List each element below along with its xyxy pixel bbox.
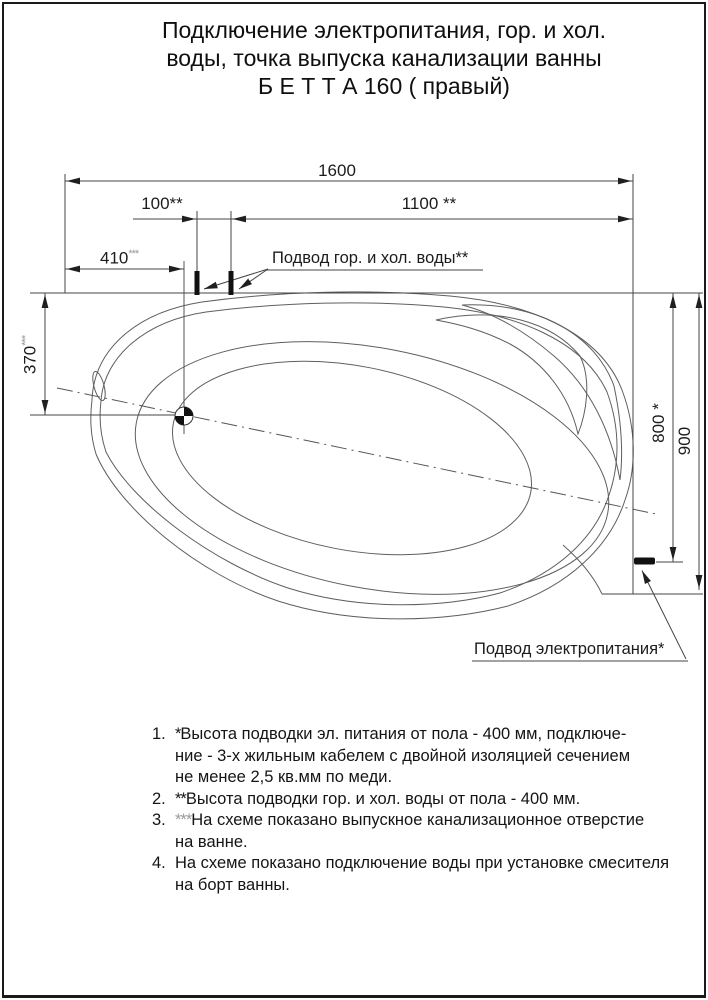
dimension-lines (45, 181, 699, 590)
note-3-marker: *** (175, 811, 192, 829)
note-2: 2. **Высота подводки гор. и хол. воды от пола - 400 мм. (152, 789, 581, 808)
dim-width-900: 900 (675, 426, 694, 456)
electric-supply-label: Подвод электропитания* (474, 640, 665, 658)
water-connection-bar-hot (195, 271, 200, 295)
bathtub-outer-rim (91, 292, 633, 619)
drain-symbol (175, 407, 193, 425)
dim-water-offset-100: 100** (141, 194, 183, 213)
connection-points (195, 271, 656, 565)
diagonal-centerline (57, 388, 656, 514)
bowl-bottom (156, 333, 548, 583)
title-line-3: Б Е Т Т А 160 ( правый) (258, 73, 510, 99)
bowl-upper-edge (114, 304, 631, 631)
centerlines (57, 261, 656, 514)
dim-drain-from-top-370: 370*** (20, 335, 40, 375)
dim-drain-from-left-410: 410*** (100, 248, 139, 268)
dim-water-to-edge-1100: 1100 ** (401, 194, 457, 213)
title-line-1: Подключение электропитания, гор. и хол. (161, 17, 607, 43)
seat-blade-inner (436, 315, 587, 434)
note-4: 4. На схеме показано подключение воды при установке смесителя на борт ванны. (152, 854, 670, 894)
bathtub-inner-rim (100, 303, 617, 605)
note-1-marker: * (175, 725, 181, 743)
dim-370-note-mark: *** (20, 335, 32, 346)
water-supply-label: Подвод гор. и хол. воды** (272, 249, 469, 267)
corner-tail (563, 545, 602, 594)
seat-blade-outer (462, 305, 622, 480)
note-1: 1. *Высота подводки эл. питания от пола - 400 мм, подключе- ние - 3-х жильным кабелем с двойной изоляцией сечением не менее 2,5 кв.мм по меди. (152, 725, 631, 786)
notes-list (152, 724, 677, 896)
bathtub-outline (90, 292, 633, 632)
dim-410-note-mark: *** (128, 248, 139, 260)
note-3: 3. ***На схеме показано выпускное канализационное отверстие на ванне. (152, 811, 645, 851)
dim-length-1600: 1600 (318, 161, 356, 180)
water-connection-bar-cold (229, 271, 234, 295)
title-line-2: воды, точка выпуска канализации ванны (166, 45, 602, 71)
electric-connection-bar (634, 558, 655, 565)
note-2-marker: ** (175, 789, 186, 808)
dim-electric-from-top-800: 800 * (649, 403, 668, 443)
